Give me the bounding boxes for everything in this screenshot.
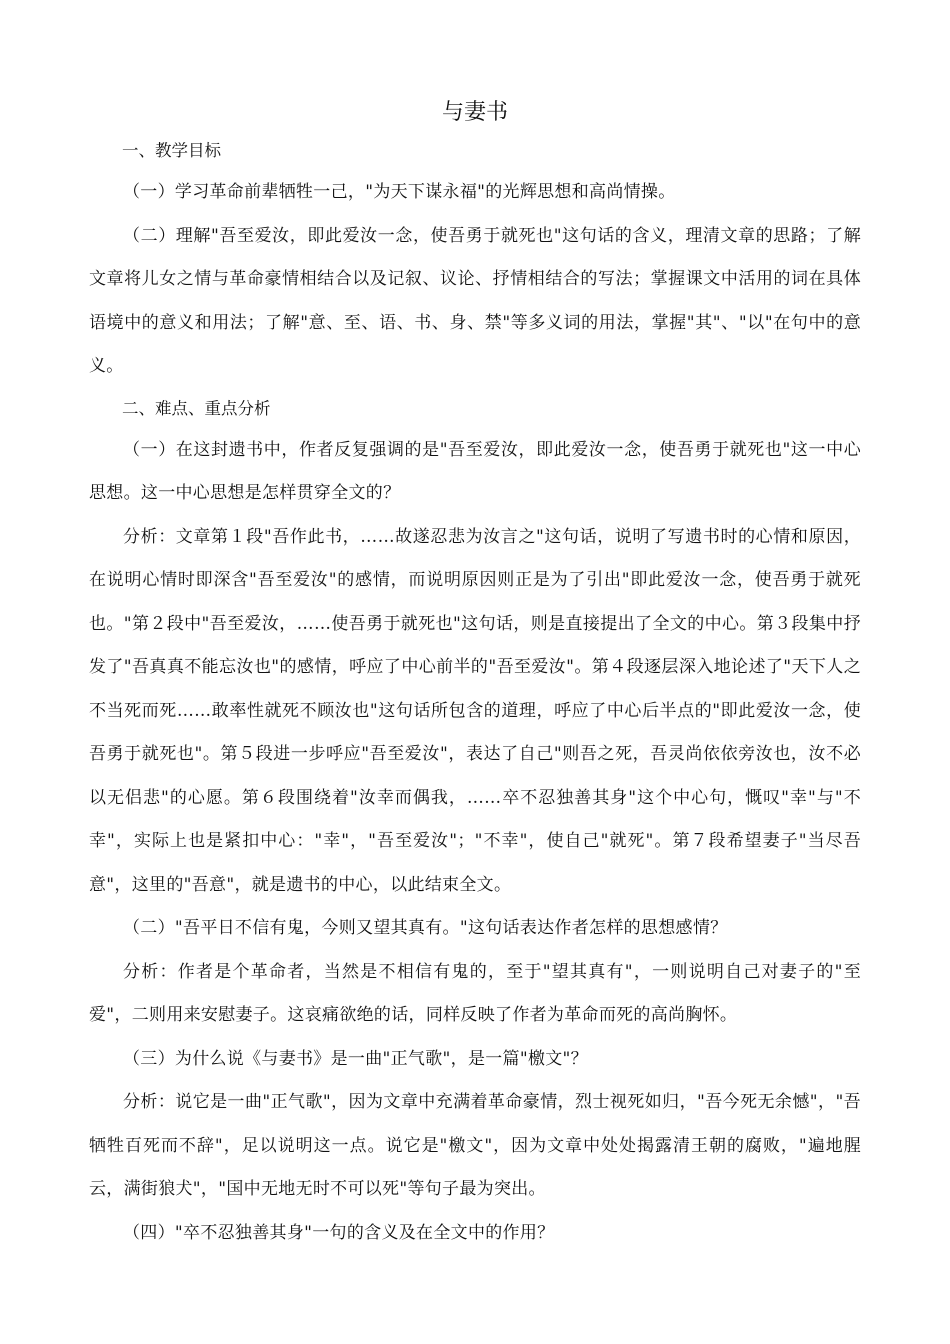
question-3: （三）为什么说《与妻书》是一曲"正气歌"，是一篇"檄文"？ [123,1048,588,1069]
question-4: （四）"卒不忍独善其身"一句的含义及在全文中的作用？ [123,1222,555,1243]
document-page [89,95,861,1255]
question-2: （二）"吾平日不信有鬼，今则又望其真有。"这句话表达作者怎样的思想感情？ [123,918,728,938]
goal-paragraph-2: （二）理解"吾至爱汝，即此爱汝一念，使吾勇于就死也"这句话的含义，理清文章的思路；了解文章将儿女之情与革命豪情相结合以及记叙、议论、抒情相结合的写法；掌握课文中活用的词在具体语境中的意义和用法；了解"意、至、语、书、身、禁"等多义词的用法，掌握"其"、"以"在句中的意义。 [89,225,861,376]
analysis-2: 分析：作者是个革命者，当然是不相信有鬼的，至于"望其真有"，一则说明自己对妻子的"至爱"，二则用来安慰妻子。这哀痛欲绝的话，同样反映了作者为革命而死的高尚胸怀。 [89,961,861,1025]
goal-paragraph-1: （一）学习革命前辈牺牲一己，"为天下谋永福"的光辉思想和高尚情操。 [123,182,676,202]
analysis-3: 分析：说它是一曲"正气歌"，因为文章中充满着革命豪情，烈士视死如归，"吾今死无余憾"，"吾牺牲百死而不辞"，足以说明这一点。说它是"檄文"，因为文章中处处揭露清王朝的腐败，"遍地腥云，满街狼犬"，"国中无地无时不可以死"等句子最为突出。 [89,1092,861,1199]
document-title: 与妻书 [441,100,508,125]
analysis-1: 分析：文章第１段"吾作此书，……故遂忍悲为汝言之"这句话，说明了写遗书时的心情和原因，在说明心情时即深含"吾至爱汝"的感情，而说明原因则正是为了引出"即此爱汝一念，使吾勇于就死也。"第２段中"吾至爱汝，……使吾勇于就死也"这句话，则是直接提出了全文的中心。第３段集中抒发了"吾真真不能忘汝也"的感情，呼应了中心前半的"吾至爱汝"。第４段逐层深入地论述了"天下人之不当死而死……敢率性就死不顾汝也"这句话所包含的道理，呼应了中心后半点的"即此爱汝一念，使吾勇于就死也"。第５段进一步呼应"吾至爱汝"，表达了自己"则吾之死，吾灵尚依依旁汝也，汝不必以无侣悲"的心愿。第６段围绕着"汝幸而偶我，……卒不忍独善其身"这个中心句，慨叹"幸"与"不幸"，实际上也是紧扣中心："幸"，"吾至爱汝"；"不幸"，使自己"就死"。第７段希望妻子"当尽吾意"，这里的"吾意"，就是遗书的中心，以此结束全文。 [89,526,861,895]
question-1: （一）在这封遗书中，作者反复强调的是"吾至爱汝，即此爱汝一念，使吾勇于就死也"这一中心思想。这一中心思想是怎样贯穿全文的？ [89,439,861,503]
section-heading-teaching-goals: 一、教学目标 [122,141,221,160]
section-heading-key-points: 二、难点、重点分析 [122,398,271,418]
